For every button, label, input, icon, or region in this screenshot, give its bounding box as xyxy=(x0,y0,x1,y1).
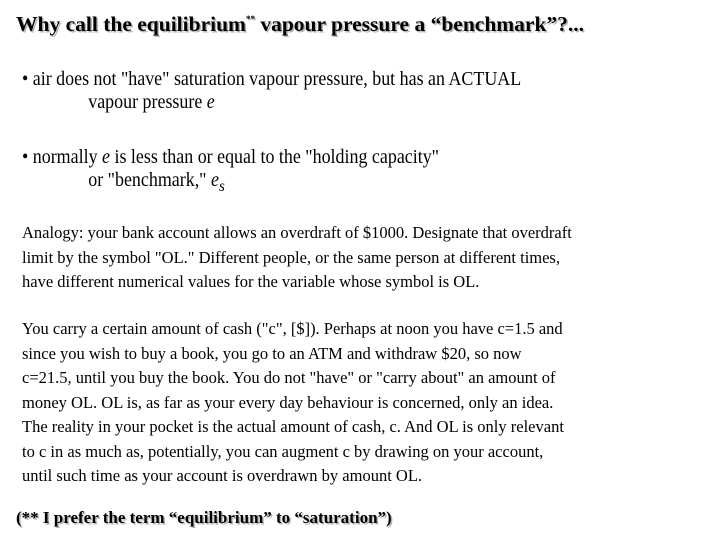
analogy-paragraph xyxy=(22,221,572,295)
title-main: Why call the equilibrium xyxy=(16,12,246,36)
cash-paragraph xyxy=(22,317,564,489)
paragraph-line: since you wish to buy a book, you go to an ATM and withdraw $20, so now xyxy=(22,343,522,363)
bullet-1-line-1: air does not "have" saturation vapour pressure, but has an ACTUAL xyxy=(28,69,522,90)
paragraph-line: until such time as your account is overdrawn by amount OL. xyxy=(22,466,423,485)
paragraph-line: to c in as much as, potentially, you can augment c by drawing on your account, xyxy=(22,441,544,461)
bullet-2-line-1-text: normally xyxy=(28,147,103,168)
bullet-1-line-2 xyxy=(22,91,521,114)
footnote: (** I prefer the term “equilibrium” to “saturation”) xyxy=(16,508,392,527)
bullet-1-line-2-text: vapour pressure xyxy=(88,92,207,113)
paragraph-line: limit by the symbol "OL." Different people, or the same person at different times, xyxy=(22,247,560,267)
paragraph-line: c=21.5, until you buy the book. You do not "have" or "carry about" an amount of xyxy=(22,368,556,387)
bullet-point-1 xyxy=(22,68,521,114)
paragraph-line: money OL. OL is, as far as your every day behaviour is concerned, only an idea. xyxy=(22,392,554,412)
bullet-marker: • xyxy=(22,147,29,168)
bullet-point-2 xyxy=(22,146,439,198)
bullet-2-line-1-rest: is less than or equal to the "holding capacity" xyxy=(109,147,440,168)
slide-title xyxy=(16,12,584,37)
paragraph-line: You carry a certain amount of cash ("c", [$]). Perhaps at noon you have c=1.5 and xyxy=(22,319,563,338)
saturation-pressure-symbol: e xyxy=(210,170,219,191)
vapour-pressure-symbol: e xyxy=(102,147,110,168)
paragraph-line: The reality in your pocket is the actual amount of cash, c. And OL is only relevant xyxy=(22,417,564,436)
title-rest: vapour pressure a “benchmark”?... xyxy=(254,12,585,36)
bullet-marker: • xyxy=(22,69,29,90)
paragraph-line: have different numerical values for the variable whose symbol is OL. xyxy=(22,272,480,291)
bullet-2-line-2-text: or "benchmark," xyxy=(88,170,211,191)
title-superscript: ** xyxy=(245,14,255,24)
paragraph-line: Analogy: your bank account allows an overdraft of $1000. Designate that overdraft xyxy=(22,223,572,242)
vapour-pressure-symbol: e xyxy=(206,92,215,113)
bullet-2-line-2 xyxy=(22,169,439,198)
saturation-pressure-subscript: s xyxy=(218,176,225,195)
